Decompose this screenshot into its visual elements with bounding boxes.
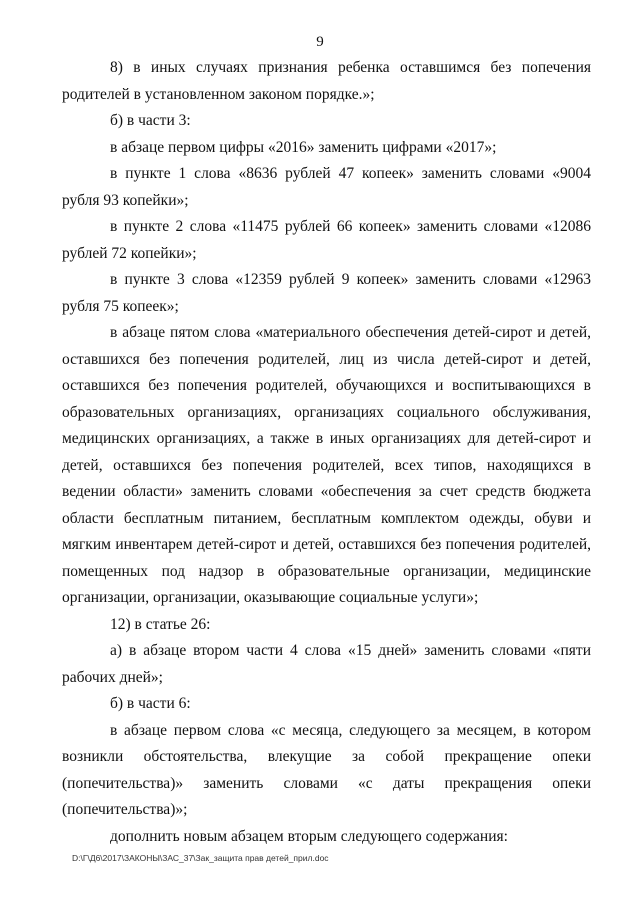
paragraph-part-6: б) в части 6: [110,695,191,712]
paragraph-point-1: в пункте 1 слова «8636 рублей 47 копеек» заменить словами «9004 рубля 93 копейки»; [62,165,591,209]
paragraph-article-26-a: а) в абзаце втором части 4 слова «15 дней» заменить словами «пяти рабочих дней»; [62,642,591,686]
paragraph-part-6-first: в абзаце первом слова «с месяца, следующего за месяцем, в котором возникли обстоятельства, влекущие за собой прекращение опеки (попечительства)» заменить словами «с даты прекращения опеки (попечительства)»; [62,721,591,818]
paragraph-fifth: в абзаце пятом слова «материального обеспечения детей-сирот и детей, оставшихся без попечения родителей, лиц из числа детей-сирот и детей, оставшихся без попечения родителей, обучающихся и воспитывающихся в образовательных организациях, организациях социального обслуживания, медицинских организациях, а также в иных организациях для детей-сирот и детей, оставшихся без попечения родителей, всех типов, находящихся в ведении области» заменить словами «обеспечения за счет средств бюджета области бесплатным питанием, бесплатным комплектом одежды, обуви и мягким инвентарем детей-сирот и детей, оставшихся без попечения родителей, помещенных под надзор в образовательные организации, медицинские организации, организации, оказывающие социальные услуги»; [62,324,591,606]
page-number: 9 [316,34,324,50]
file-path-footer: D:\Г\Д6\2017\ЗАКОНЫ\ЗАС_37\Зак_защита прав детей_прил.doc [72,853,329,863]
paragraph-point-2: в пункте 2 слова «11475 рублей 66 копеек» заменить словами «12086 рублей 72 копейки»; [62,218,591,262]
paragraph-add-second: дополнить новым абзацем вторым следующего содержания: [110,827,508,845]
paragraph-part-3: б) в части 3: [110,112,191,129]
paragraph-item-8: 8) в иных случаях признания ребенка оставшимся без попечения родителей в установленном законом порядке.»; [62,59,591,103]
paragraph-item-12: 12) в статье 26: [110,615,211,633]
document-body [62,55,591,850]
paragraph-part-3-first: в абзаце первом цифры «2016» заменить цифрами «2017»; [110,138,497,156]
paragraph-point-3: в пункте 3 слова «12359 рублей 9 копеек» заменить словами «12963 рубля 75 копеек»; [62,271,591,315]
